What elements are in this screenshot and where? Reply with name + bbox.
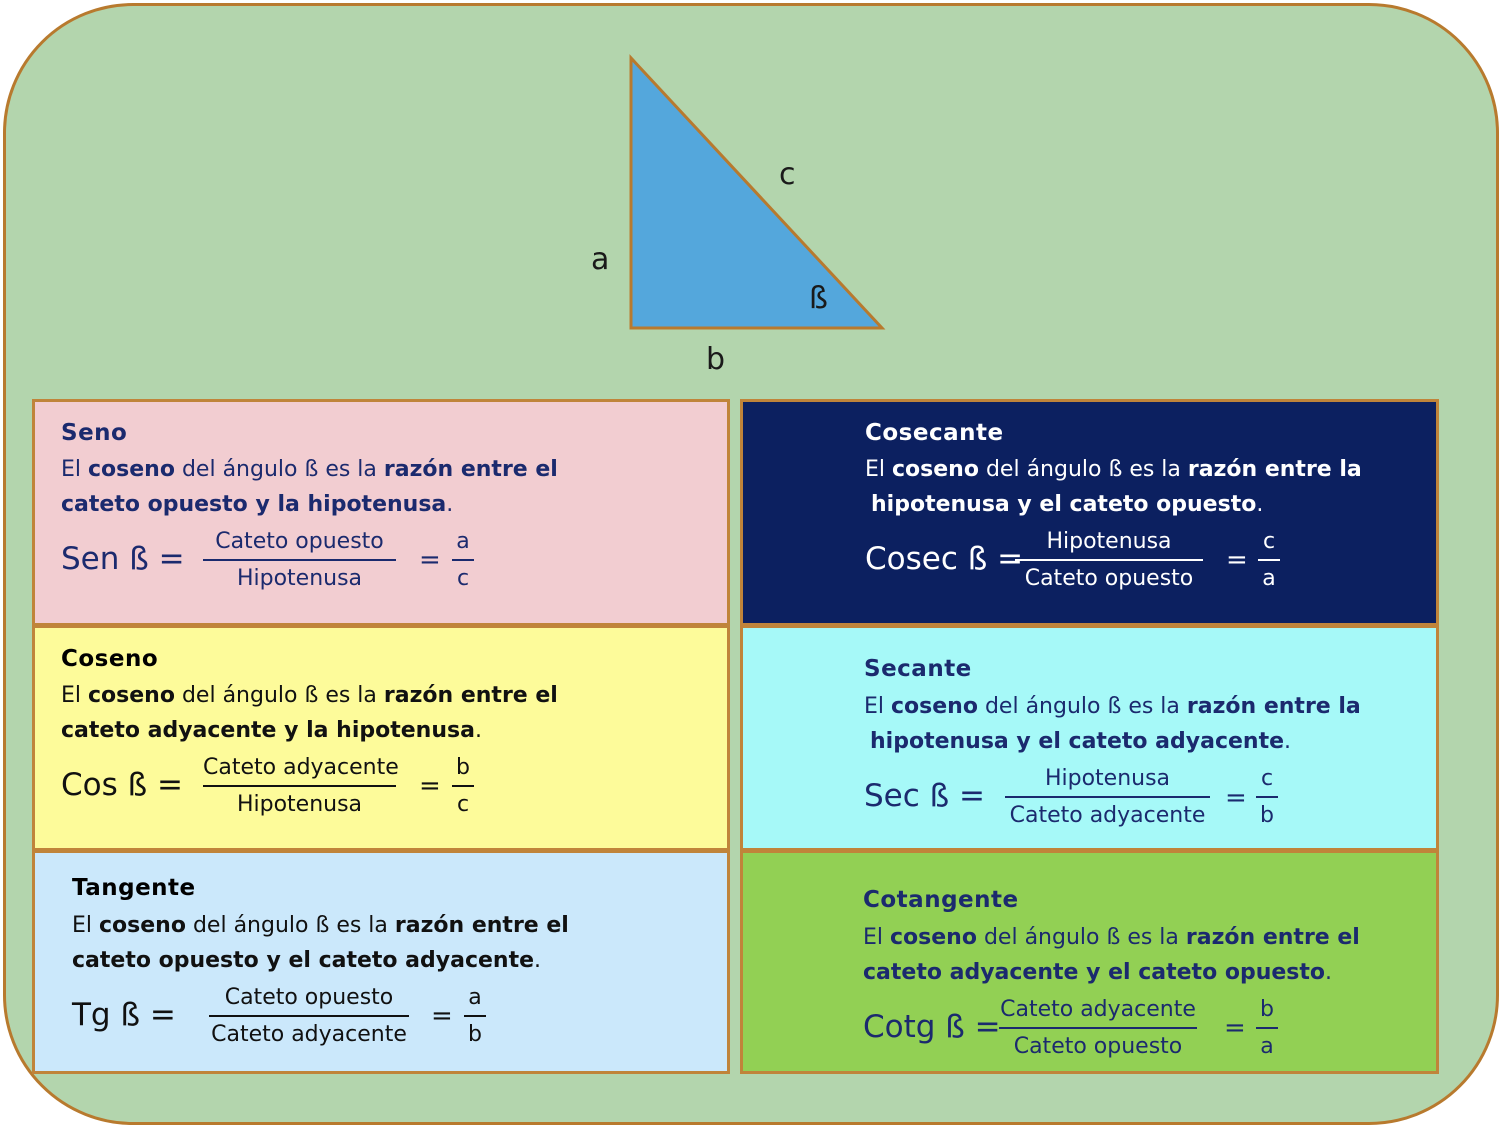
label-hypotenuse-c: c	[779, 157, 796, 192]
description-line-2: cateto adyacente y el cateto opuesto.	[863, 960, 1333, 985]
fraction-bar	[203, 559, 396, 561]
fraction-bar	[1015, 559, 1203, 561]
fraction-numerator: c	[1260, 766, 1274, 791]
panel-description	[61, 678, 558, 748]
label-side-b: b	[706, 342, 726, 377]
fraction-numerator: b	[1260, 997, 1274, 1022]
equals-sign: =	[1225, 783, 1247, 813]
fraction-bar	[452, 559, 474, 561]
fraction-bar	[1256, 1027, 1278, 1029]
fraction-denominator: b	[1260, 803, 1274, 828]
fraction-bar	[452, 785, 474, 787]
ratio-fraction	[203, 527, 396, 594]
equals-sign: =	[419, 771, 441, 801]
panel-secante	[740, 625, 1439, 851]
ratio-fraction	[203, 753, 399, 820]
equals-sign: =	[419, 545, 441, 575]
ratio-fraction	[999, 995, 1197, 1062]
fraction-numerator: Cateto opuesto	[224, 985, 394, 1010]
formula-lhs: Tg ß =	[72, 997, 176, 1033]
description-line-1: El coseno del ángulo ß es la razón entre la	[864, 694, 1361, 719]
panel-cosecante	[740, 399, 1439, 626]
right-triangle-diagram	[0, 0, 1506, 400]
ratio-fraction	[1005, 764, 1210, 831]
panel-description	[864, 689, 1361, 759]
formula-lhs: Cos ß =	[61, 767, 183, 803]
letter-fraction	[1256, 995, 1278, 1062]
fraction-bar	[999, 1027, 1197, 1029]
description-line-2: hipotenusa y el cateto adyacente.	[870, 729, 1292, 754]
formula-lhs: Sen ß =	[61, 541, 185, 577]
fraction-bar	[1256, 796, 1278, 798]
ratio-fraction	[1015, 527, 1203, 594]
fraction-numerator: b	[456, 755, 470, 780]
description-line-2: cateto adyacente y la hipotenusa.	[61, 718, 482, 743]
panel-title: Secante	[864, 656, 972, 682]
panel-coseno	[32, 625, 730, 851]
panel-tangente	[32, 850, 730, 1074]
fraction-bar	[464, 1015, 486, 1017]
formula-lhs: Cosec ß =	[865, 541, 1024, 577]
fraction-denominator: Cateto opuesto	[1013, 1034, 1183, 1059]
fraction-denominator: Cateto adyacente	[211, 1022, 407, 1047]
panel-description	[863, 920, 1360, 990]
formula-lhs: Sec ß =	[864, 778, 986, 814]
fraction-denominator: Cateto opuesto	[1024, 566, 1194, 591]
fraction-numerator: Cateto adyacente	[1000, 997, 1196, 1022]
fraction-numerator: c	[1262, 529, 1276, 554]
description-line-2: cateto opuesto y el cateto adyacente.	[72, 948, 542, 973]
panel-description	[72, 908, 569, 978]
letter-fraction	[452, 753, 474, 820]
panel-title: Tangente	[72, 875, 196, 901]
fraction-bar	[1258, 559, 1280, 561]
fraction-denominator: a	[1262, 566, 1276, 591]
letter-fraction	[464, 983, 486, 1050]
fraction-denominator: Cateto adyacente	[1009, 803, 1206, 828]
ratio-fraction	[209, 983, 409, 1050]
panel-cotangente	[740, 850, 1439, 1074]
fraction-numerator: a	[456, 529, 470, 554]
triangle-shape	[631, 58, 882, 328]
fraction-bar	[203, 785, 396, 787]
description-line-1: El coseno del ángulo ß es la razón entre el	[61, 683, 558, 708]
panel-title: Cosecante	[865, 420, 1004, 446]
description-line-2: cateto opuesto y la hipotenusa.	[61, 492, 454, 517]
equals-sign: =	[1224, 1013, 1246, 1043]
fraction-numerator: Cateto opuesto	[215, 529, 384, 554]
description-line-1: El coseno del ángulo ß es la razón entre la	[865, 457, 1362, 482]
description-line-1: El coseno del ángulo ß es la razón entre el	[72, 913, 569, 938]
fraction-bar	[209, 1015, 409, 1017]
fraction-numerator: Cateto adyacente	[203, 755, 399, 780]
panel-title: Seno	[61, 420, 128, 446]
equals-sign: =	[431, 1001, 453, 1031]
panel-description	[61, 452, 558, 522]
panel-description	[865, 452, 1362, 522]
fraction-denominator: c	[456, 566, 470, 591]
fraction-numerator: a	[468, 985, 482, 1010]
fraction-numerator: Hipotenusa	[1046, 529, 1172, 554]
letter-fraction	[1258, 527, 1280, 594]
description-line-1: El coseno del ángulo ß es la razón entre el	[61, 457, 558, 482]
fraction-denominator: b	[468, 1022, 482, 1047]
equals-sign: =	[1226, 545, 1248, 575]
fraction-numerator: Hipotenusa	[1044, 766, 1171, 791]
label-side-a: a	[591, 242, 610, 277]
fraction-bar	[1005, 796, 1210, 798]
description-line-2: hipotenusa y el cateto opuesto.	[871, 492, 1264, 517]
fraction-denominator: Hipotenusa	[236, 566, 363, 591]
panel-title: Coseno	[61, 646, 159, 672]
formula-lhs: Cotg ß =	[863, 1009, 1001, 1045]
fraction-denominator: Hipotenusa	[236, 792, 363, 817]
label-angle-beta: ß	[809, 281, 828, 316]
fraction-denominator: c	[456, 792, 470, 817]
panel-title: Cotangente	[863, 887, 1019, 913]
letter-fraction	[1256, 764, 1278, 831]
letter-fraction	[452, 527, 474, 594]
description-line-1: El coseno del ángulo ß es la razón entre el	[863, 925, 1360, 950]
panel-seno	[32, 399, 730, 626]
fraction-denominator: a	[1260, 1034, 1274, 1059]
